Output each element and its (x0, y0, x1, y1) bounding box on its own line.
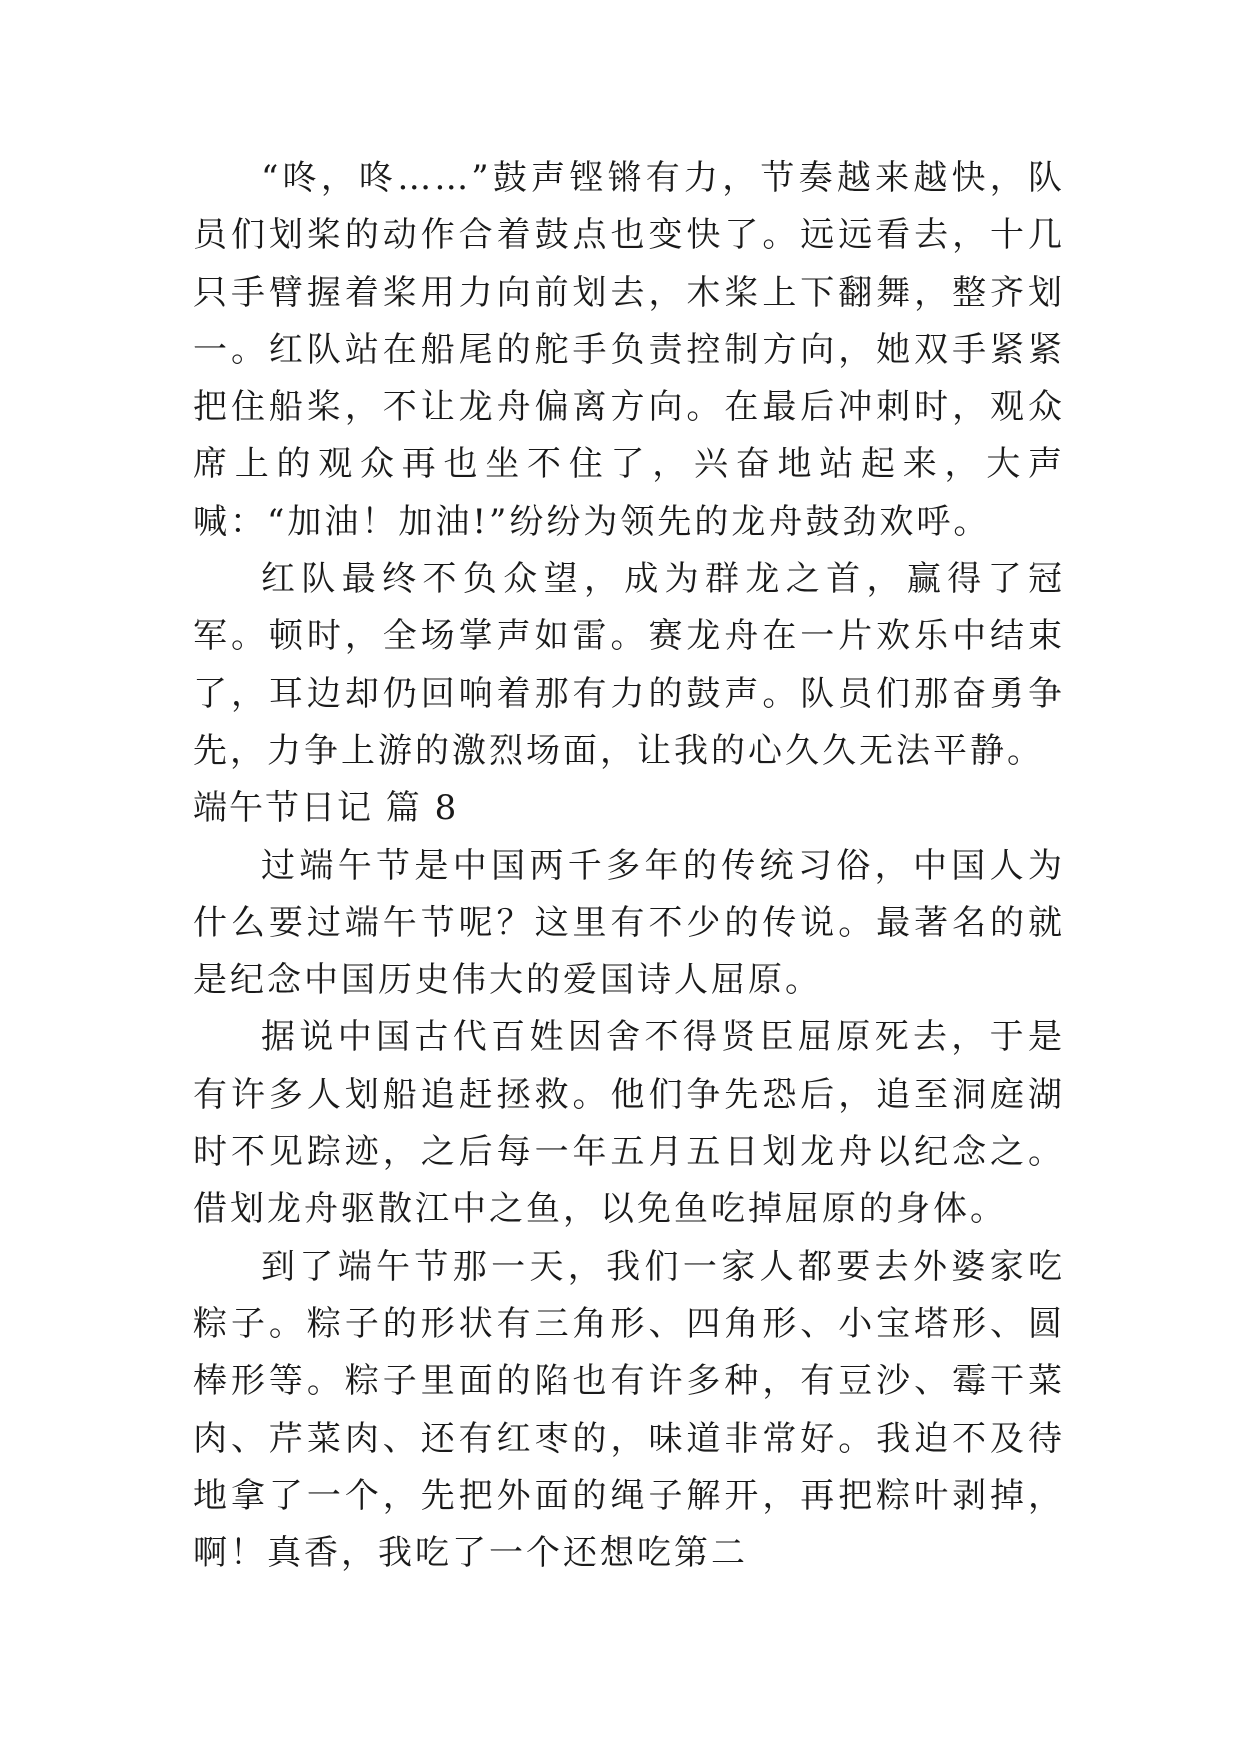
paragraph-dragon-boat-race: “咚，咚……”鼓声铿锵有力，节奏越来越快，队员们划桨的动作合着鼓点也变快了。远远看去，十几只手臂握着桨用力向前划去，木桨上下翻舞，整齐划一。红队站在船尾的舵手负责控制方向，她双手紧紧把住船桨，不让龙舟偏离方向。在最后冲刺时，观众席上的观众再也坐不住了，兴奋地站起来，大声喊：“加油！加油!”纷纷为领先的龙舟鼓劲欢呼。 (193, 158, 1065, 542)
paragraph-race-result: 红队最终不负众望，成为群龙之首，赢得了冠军。顿时，全场掌声如雷。赛龙舟在一片欢乐中结束了，耳边却仍回响着那有力的鼓声。队员们那奋勇争先，力争上游的激烈场面，让我的心久久无法平静。 (193, 559, 1065, 771)
paragraph-eating-zongzi: 到了端午节那一天，我们一家人都要去外婆家吃粽子。粽子的形状有三角形、四角形、小宝塔形、圆棒形等。粽子里面的陷也有许多种，有豆沙、霉干菜肉、芹菜肉、还有红枣的，味道非常好。我迫不及待地拿了一个，先把外面的绳子解开，再把粽叶剥掉，啊！真香，我吃了一个还想吃第二 (193, 1246, 1065, 1574)
section-title: 端午节日记 篇 8 (193, 788, 459, 829)
paragraph-qu-yuan-legend: 据说中国古代百姓因舍不得贤臣屈原死去，于是有许多人划船追赶拯救。他们争先恐后，追至洞庭湖时不见踪迹，之后每一年五月五日划龙舟以纪念之。借划龙舟驱散江中之鱼，以免鱼吃掉屈原的身体。 (193, 1017, 1065, 1230)
paragraph-festival-origin: 过端午节是中国两千多年的传统习俗，中国人为什么要过端午节呢？这里有不少的传说。最著名的就是纪念中国历史伟大的爱国诗人屈原。 (193, 845, 1065, 1001)
document-body (193, 150, 1065, 1582)
